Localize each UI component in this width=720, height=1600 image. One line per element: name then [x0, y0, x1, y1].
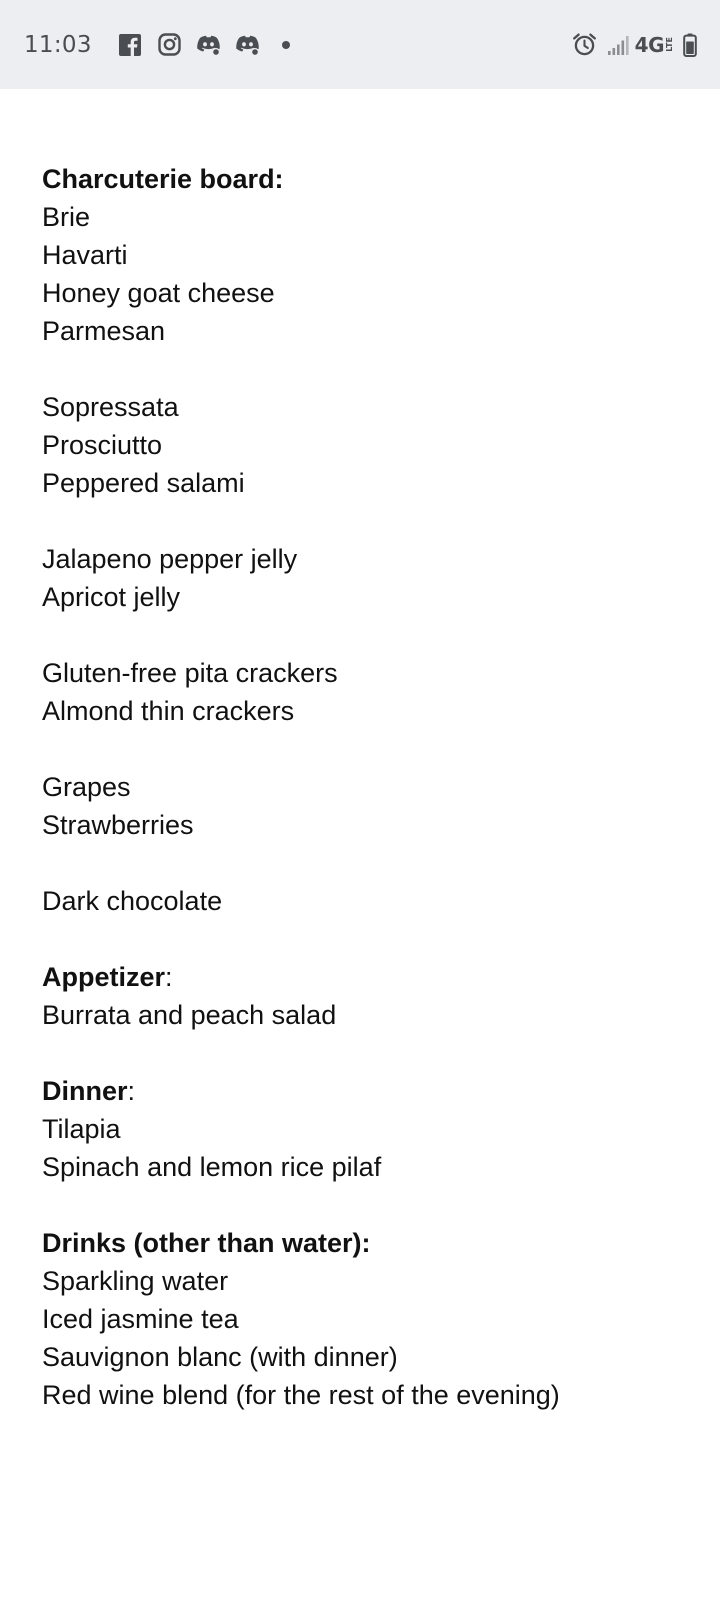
alarm-icon: [572, 32, 597, 57]
list-item: Peppered salami: [42, 468, 245, 498]
list-item: Prosciutto: [42, 430, 163, 460]
section-heading: [42, 1072, 702, 1110]
section-heading-text: Charcuterie board:: [42, 164, 284, 194]
list-item: Havarti: [42, 240, 128, 270]
list-item: Sopressata: [42, 392, 179, 422]
list-item: Brie: [42, 202, 91, 232]
list-item: Grapes: [42, 772, 131, 802]
blank-line: [42, 616, 702, 654]
blank-line: [42, 1186, 702, 1224]
blank-line: [42, 502, 702, 540]
blank-line: [42, 350, 702, 388]
list-item: Red wine blend (for the rest of the evening): [42, 1380, 560, 1410]
status-bar: [0, 0, 720, 89]
section-heading-text: Appetizer: [42, 962, 166, 992]
list-item: Honey goat cheese: [42, 278, 275, 308]
status-right: [572, 0, 698, 89]
list-item: Dark chocolate: [42, 886, 223, 916]
more-dot-icon: [274, 32, 299, 57]
section-heading: [42, 958, 702, 996]
list-item: Spinach and lemon rice pilaf: [42, 1152, 382, 1182]
blank-line: [42, 730, 702, 768]
network-type: 4G: [634, 32, 664, 57]
list-item: Apricot jelly: [42, 582, 181, 612]
blank-line: [42, 920, 702, 958]
status-time: 11:03: [24, 31, 92, 58]
section-heading-suffix: :: [165, 962, 173, 992]
facebook-icon: [118, 32, 143, 57]
list-item: Sauvignon blanc (with dinner): [42, 1342, 398, 1372]
discord-icon: [235, 32, 260, 57]
list-item: Strawberries: [42, 810, 194, 840]
list-item: Sparkling water: [42, 1266, 229, 1296]
note-content[interactable]: [42, 160, 702, 1414]
list-item: Burrata and peach salad: [42, 1000, 337, 1030]
status-left: [24, 0, 313, 89]
blank-line: [42, 1034, 702, 1072]
section-heading-suffix: :: [127, 1076, 136, 1106]
section-heading: [42, 160, 702, 198]
section-heading-text: Dinner: [42, 1076, 128, 1106]
blank-line: [42, 844, 702, 882]
list-item: Parmesan: [42, 316, 166, 346]
battery-icon: [682, 32, 698, 57]
signal-icon: [607, 32, 633, 57]
list-item: Iced jasmine tea: [42, 1304, 239, 1334]
network-subtype: LTE: [665, 37, 674, 52]
instagram-icon: [157, 32, 182, 57]
list-item: Tilapia: [42, 1114, 121, 1144]
list-item: Gluten-free pita crackers: [42, 658, 338, 688]
section-heading: [42, 1224, 702, 1262]
list-item: Almond thin crackers: [42, 696, 295, 726]
list-item: Jalapeno pepper jelly: [42, 544, 298, 574]
discord-icon: [196, 32, 221, 57]
section-heading-text: Drinks (other than water):: [42, 1228, 371, 1258]
